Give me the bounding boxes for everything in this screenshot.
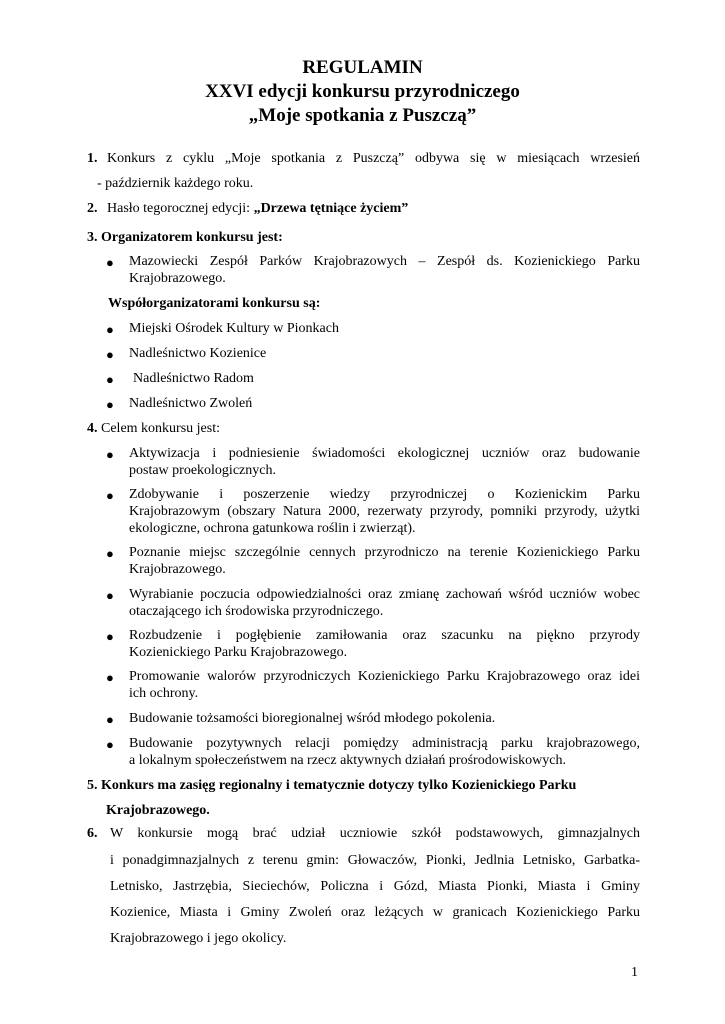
bullet-icon: ●: [106, 488, 114, 503]
title-contest-name: „Moje spotkania z Puszczą”: [248, 105, 477, 126]
bullet-icon: ●: [106, 737, 114, 752]
bullet-icon: ●: [106, 347, 114, 362]
bullet-icon: ●: [106, 712, 114, 727]
section-1-line-1: Konkurs z cyklu „Moje spotkania z Puszczą” odbywa się w miesiącach wrzesień: [107, 151, 640, 166]
section-6-line-4: Kozienice, Miasta i Gminy Zwoleń oraz leżących w granicach Kozienickiego Parku: [110, 905, 640, 920]
goal-line: Promowanie walorów przyrodniczych Kozienickiego Parku Krajobrazowego oraz idei: [129, 669, 640, 684]
section-4-label: Celem konkursu jest:: [101, 421, 220, 436]
section-2-label: Hasło tegorocznej edycji:: [107, 201, 251, 216]
section-2-number: 2.: [87, 201, 98, 216]
goal-line: Zdobywanie i poszerzenie wiedzy przyrodniczej o Kozienickim Parku: [129, 487, 640, 502]
goal-line: Budowanie tożsamości bioregionalnej wśród młodego pokolenia.: [129, 711, 496, 726]
section-6-line-1: W konkursie mogą brać udział uczniowie szkół podstawowych, gimnazjalnych: [110, 826, 640, 841]
title-edition: XXVI edycji konkursu przyrodniczego: [205, 81, 520, 102]
goal-line: postaw proekologicznych.: [129, 463, 276, 478]
organizer-line-1: Mazowiecki Zespół Parków Krajobrazowych – Zespół ds. Kozienickiego Parku: [129, 254, 640, 269]
section-2-line: [107, 201, 408, 217]
page-number: 1: [631, 965, 638, 980]
bullet-icon: ●: [106, 322, 114, 337]
section-6-number: 6.: [87, 826, 98, 841]
bullet-icon: ●: [106, 588, 114, 603]
section-5-line-1: 5. Konkurs ma zasięg regionalny i tematycznie dotyczy tylko Kozienickiego Parku: [87, 778, 577, 793]
goal-line: ich ochrony.: [129, 686, 199, 701]
bullet-icon: ●: [106, 447, 114, 462]
section-1-line-2: - październik każdego roku.: [97, 176, 254, 191]
section-6-line-2: i ponadgimnazjalnych z terenu gmin: Głowaczów, Pionki, Jedlnia Letnisko, Garbatka-: [110, 853, 640, 868]
bullet-icon: ●: [106, 372, 114, 387]
section-1-number: 1.: [87, 151, 98, 166]
goal-line: Krajobrazowego.: [129, 562, 226, 577]
coorganizer-item: Nadleśnictwo Radom: [133, 371, 254, 386]
section-6-line-5: Krajobrazowego i jego okolicy.: [110, 931, 287, 946]
bullet-icon: ●: [106, 670, 114, 685]
goal-line: Rozbudzenie i pogłębienie zamiłowania oraz szacunku na piękno przyrody: [129, 628, 640, 643]
section-2-motto: „Drzewa tętniące życiem”: [253, 201, 409, 216]
organizer-line-2: Krajobrazowego.: [129, 271, 226, 286]
goal-line: Aktywizacja i podniesienie świadomości ekologicznej uczniów oraz budowanie: [129, 446, 640, 461]
section-4-heading: [87, 421, 220, 437]
goal-line: ekologiczne, ochrona gatunkowa roślin i zwierząt).: [129, 521, 416, 536]
section-3-heading: 3. Organizatorem konkursu jest:: [87, 230, 283, 245]
goal-line: Budowanie pozytywnych relacji pomiędzy administracją parku krajobrazowego,: [129, 736, 640, 751]
coorganizer-item: Nadleśnictwo Kozienice: [129, 346, 267, 361]
goal-line: otaczającego ich środowiska przyrodniczego.: [129, 604, 384, 619]
bullet-icon: ●: [106, 397, 114, 412]
goal-line: Krajobrazowym (obszary Natura 2000, rezerwaty przyrody, pomniki przyrody, użytki: [129, 504, 640, 519]
goal-line: Poznanie miejsc szczególnie cennych przyrodniczo na terenie Kozienickiego Parku: [129, 545, 640, 560]
section-5-line-2: Krajobrazowego.: [106, 803, 210, 818]
coorganizer-item: Miejski Ośrodek Kultury w Pionkach: [129, 321, 339, 336]
bullet-icon: ●: [106, 255, 114, 270]
title-regulamin: REGULAMIN: [302, 57, 423, 78]
coorganizers-heading: Współorganizatorami konkursu są:: [108, 296, 321, 311]
goal-line: a lokalnym społeczeństwem na rzecz aktywnych działań prośrodowiskowych.: [129, 753, 566, 768]
goal-line: Wyrabianie poczucia odpowiedzialności oraz zmianę zachowań wśród uczniów wobec: [129, 587, 640, 602]
bullet-icon: ●: [106, 546, 114, 561]
goal-line: Kozienickiego Parku Krajobrazowego.: [129, 645, 348, 660]
section-6-line-3: Letnisko, Jastrzębia, Sieciechów, Policzna i Gózd, Miasta Pionki, Miasta i Gminy: [110, 879, 640, 894]
coorganizer-item: Nadleśnictwo Zwoleń: [129, 396, 253, 411]
bullet-icon: ●: [106, 629, 114, 644]
section-4-number: 4.: [87, 421, 98, 436]
